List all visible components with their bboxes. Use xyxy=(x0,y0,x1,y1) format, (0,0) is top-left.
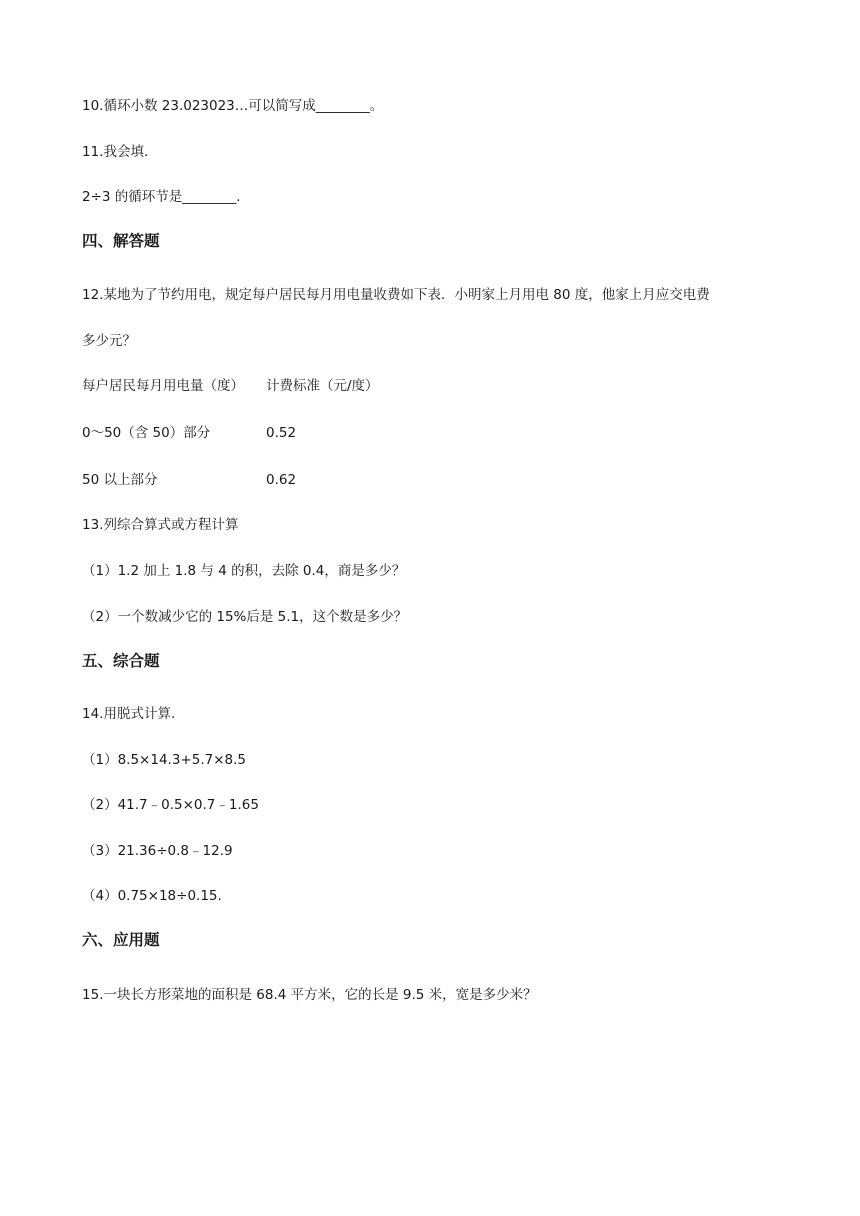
question-15: 15.一块长方形菜地的面积是 68.4 平方米，它的长是 9.5 米，宽是多少米？ xyxy=(82,987,537,1003)
section-5-heading: 五、综合题 xyxy=(82,652,160,670)
table-row-1-usage: 0～50（含 50）部分 xyxy=(82,425,211,441)
question-12-line-2: 多少元？ xyxy=(82,333,136,349)
question-13-title: 13.列综合算式或方程计算 xyxy=(82,517,239,533)
question-14-title: 14.用脱式计算. xyxy=(82,706,176,722)
table-row-1-rate: 0.52 xyxy=(266,425,297,441)
section-4-heading: 四、解答题 xyxy=(82,232,160,250)
section-6-heading: 六、应用题 xyxy=(82,931,160,949)
question-14-item-2: （2）41.7﹣0.5×0.7﹣1.65 xyxy=(82,797,259,813)
question-10: 10.循环小数 23.023023…可以简写成________。 xyxy=(82,98,384,114)
question-11-title: 11.我会填. xyxy=(82,144,149,160)
question-12-line-1: 12.某地为了节约用电，规定每户居民每月用电量收费如下表．小明家上月用电 80 度，他家上月应交电费 xyxy=(82,287,710,303)
question-13-item-2: （2）一个数减少它的 15%后是 5.1，这个数是多少？ xyxy=(82,609,408,625)
table-row-2-rate: 0.62 xyxy=(266,472,297,488)
table-header-rate: 计费标准（元/度） xyxy=(266,378,379,394)
question-13-item-1: （1）1.2 加上 1.8 与 4 的积，去除 0.4，商是多少？ xyxy=(82,563,406,579)
question-11-line: 2÷3 的循环节是________. xyxy=(82,189,241,205)
question-14-item-4: （4）0.75×18÷0.15. xyxy=(82,888,222,904)
table-header-usage: 每户居民每月用电量（度） xyxy=(82,378,244,394)
question-14-item-1: （1）8.5×14.3+5.7×8.5 xyxy=(82,752,246,768)
table-row-2-usage: 50 以上部分 xyxy=(82,472,158,488)
question-14-item-3: （3）21.36÷0.8﹣12.9 xyxy=(82,843,233,859)
